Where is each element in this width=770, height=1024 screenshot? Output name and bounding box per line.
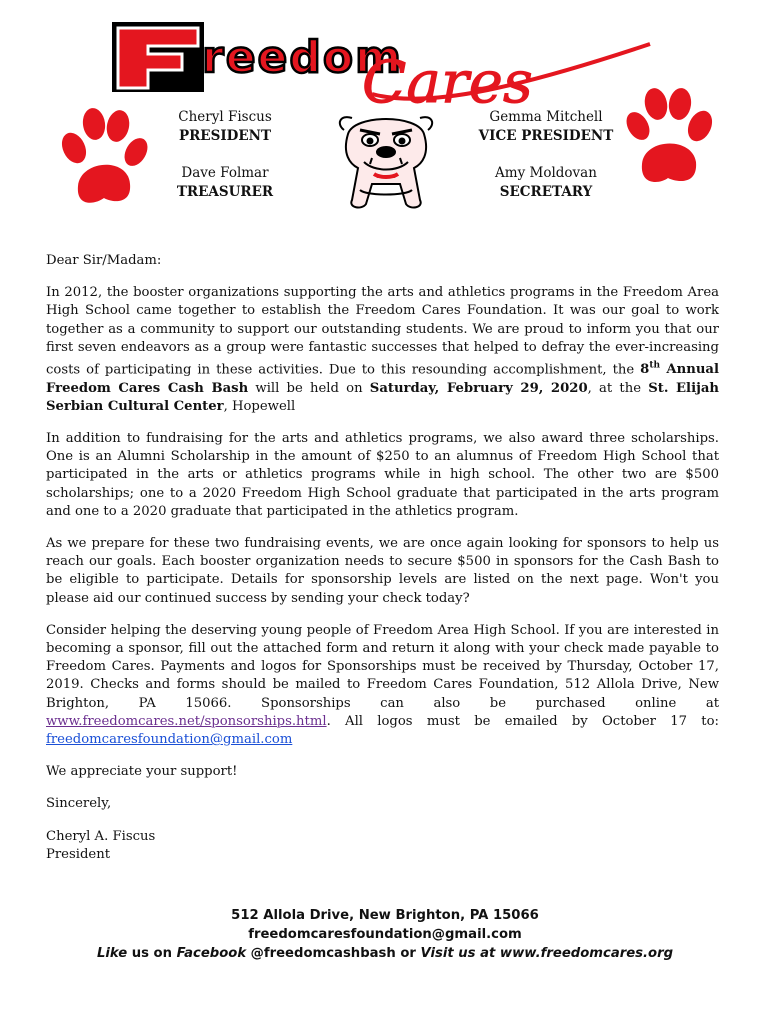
footer-email: freedomcaresfoundation@gmail.com: [248, 927, 522, 942]
letter-body: [46, 252, 719, 878]
signature-block: [46, 828, 719, 864]
footer: [0, 906, 770, 963]
logo-word-cares: Cares: [362, 48, 533, 110]
officer-secretary: [461, 164, 631, 202]
officer-title: VICE PRESIDENT: [478, 128, 614, 144]
officer-vice-president: [461, 108, 631, 146]
sponsorship-link[interactable]: www.freedomcares.net/sponsorships.html: [46, 713, 327, 729]
officer-title: PRESIDENT: [178, 128, 272, 144]
officer-title: SECRETARY: [499, 184, 593, 200]
salutation: Dear Sir/Madam:: [46, 253, 162, 268]
paragraph-consider: Consider helping the deserving young people of Freedom Area High School. If you are interested in becoming a sponsor, fill out the attached form and return it along with your check made payable to Freedom Cares. Payments and logos for Sponsorships must be received by Thursday, October 17, 2019. Checks and forms should be mailed to Freedom Cares Foundation, 512 Allola Drive, New Brighton, PA 15066. Sponsorships can also be purchased online at www.freedomcares.net/sponsorships.html. All logos must be emailed by October 17 to: freedomcaresfoundation@gmail.com: [46, 622, 719, 748]
bulldog-mascot-icon: [330, 104, 442, 216]
appreciation: We appreciate your support!: [46, 764, 238, 780]
paragraph-scholarships: In addition to fundraising for the arts and athletics programs, we also award three scholarships. One is an Alumni Scholarship in the amount of $250 to an alumnus of Freedom High School that participated in the arts or athletics programs while in high school. The other two are $500 scholarships; one to a 2020 Freedom High School graduate that participated in the arts program and one to a 2020 graduate that participated in the athletics program.: [46, 431, 719, 519]
closing: Sincerely,: [46, 796, 112, 812]
officer-name: Amy Moldovan: [495, 165, 597, 181]
paragraph-intro: In 2012, the booster organizations supporting the arts and athletics programs in the Freedom Area High School came together to establish the Freedom Cares Foundation. It was our goal to work together as a community to support our outstanding students. We are proud to inform you that our first seven endeavors as a group were fantastic successes that helped to defray the ever-increasing costs of participating in these activities. Due to this resounding accomplishment, the 8th Annual Freedom Cares Cash Bash will be held on Saturday, February 29, 2020, at the St. Elijah Serbian Cultural Center, Hopewell: [46, 285, 719, 414]
officer-title: TREASURER: [176, 184, 274, 200]
officer-name: Gemma Mitchell: [489, 109, 603, 125]
paragraph-sponsors: As we prepare for these two fundraising events, we are once again looking for sponsors to help us reach our goals. Each booster organization needs to secure $500 in sponsors for the Cash Bash to be eligible to participate. Details for sponsorship levels are listed on the next page. Won't you please aid our continued success by sending your check today?: [46, 536, 719, 606]
logo-word-freedom: reedom: [202, 32, 403, 83]
officer-president: [140, 108, 310, 146]
freedom-cares-logo: [110, 14, 670, 110]
officer-treasurer: [140, 164, 310, 202]
signer-name: Cheryl A. Fiscus: [46, 828, 156, 844]
logo-letter-f: [112, 22, 204, 92]
officer-name: Cheryl Fiscus: [178, 109, 272, 125]
footer-address: 512 Allola Drive, New Brighton, PA 15066: [231, 908, 539, 923]
email-link[interactable]: freedomcaresfoundation@gmail.com: [46, 732, 293, 748]
right-paw-icon: [624, 88, 714, 198]
footer-social: Like us on Facebook @freedomcashbash or Visit us at www.freedomcares.org: [96, 946, 674, 961]
left-paw-icon: [58, 106, 148, 216]
signer-title: President: [46, 846, 111, 862]
officer-name: Dave Folmar: [181, 165, 269, 181]
